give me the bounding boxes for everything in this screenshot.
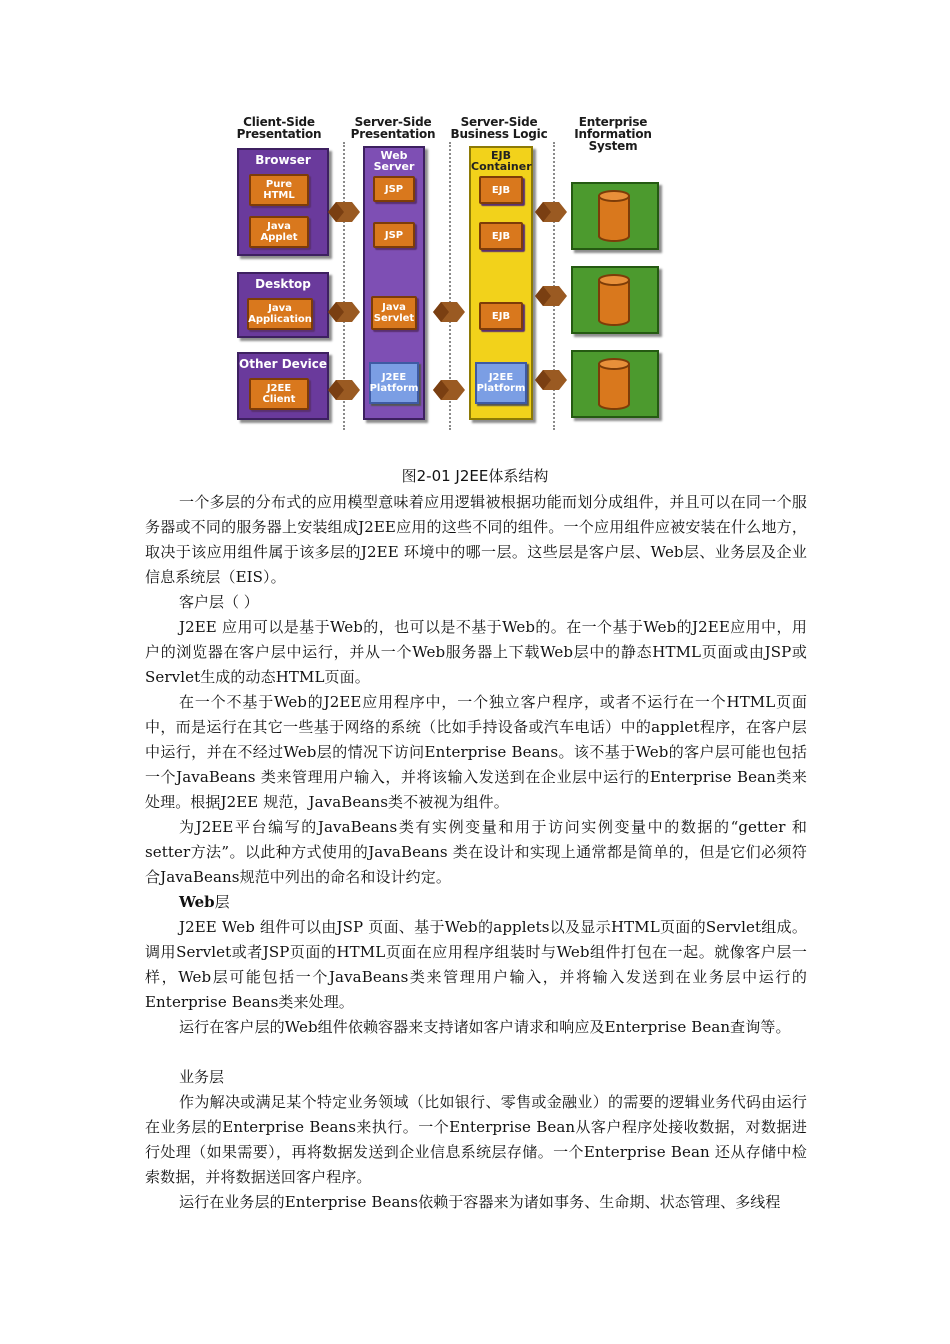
- web-server-title: Web Server: [373, 149, 415, 173]
- j2ee-architecture-diagram: [225, 112, 675, 434]
- web-server-container: [363, 146, 425, 420]
- database-icon: [597, 190, 631, 242]
- heading-web-tier-bold: Web: [179, 893, 215, 911]
- bidirectional-arrow-icon: [328, 380, 360, 400]
- browser-title: Browser: [255, 153, 311, 167]
- bidirectional-arrow-icon: [535, 202, 567, 222]
- heading-web-tier-rest: 层: [214, 893, 230, 911]
- column-header-server-presentation: Server-Side Presentation: [350, 115, 436, 141]
- desktop-title: Desktop: [255, 277, 311, 291]
- paragraph-web-container: 运行在客户层的Web组件依赖容器来支持诸如客户请求和响应及Enterprise Bean查询等。: [179, 1018, 791, 1036]
- figure-number: 图2-01 J2EE: [401, 467, 489, 485]
- bidirectional-arrow-icon: [433, 302, 465, 322]
- database-icon: [597, 274, 631, 326]
- jsp-component: JSP: [373, 222, 415, 248]
- column-header-business-logic: Server-Side Business Logic: [450, 115, 548, 141]
- desktop-box: [237, 272, 329, 338]
- jsp-component: JSP: [373, 176, 415, 202]
- paragraph-business-container: 运行在业务层的Enterprise Beans依赖于容器来为诸如事务、生命期、状态管理、多线程: [179, 1193, 781, 1211]
- ejb-component: EJB: [479, 302, 523, 330]
- pure-html-component: Pure HTML: [249, 174, 309, 206]
- browser-box: [237, 148, 329, 256]
- bidirectional-arrow-icon: [535, 370, 567, 390]
- paragraph-javabeans: 为J2EE平台编写的JavaBeans类有实例变量和用于访问实例变量中的数据的“getter 和setter方法”。以此种方式使用的JavaBeans 类在设计和实现上通常都是简单的，但是它们必须符合JavaBeans规范中列出的命名和设计约定。: [145, 818, 807, 886]
- column-header-eis: Enterprise Information System: [574, 115, 652, 153]
- j2ee-platform-web: J2EE Platform: [369, 362, 419, 404]
- other-device-box: [237, 352, 329, 420]
- j2ee-platform-ejb: J2EE Platform: [475, 362, 527, 404]
- ejb-container-title: EJB Container: [471, 149, 532, 173]
- paragraph-business-logic: 作为解决或满足某个特定业务领域（比如银行、零售或金融业）的需要的逻辑业务代码由运行在业务层的Enterprise Beans来执行。一个Enterprise Bean从客户程序处接收数据，对数据进行处理（如果需要），再将数据发送到企业信息系统层存储。一个Enterprise Bean 还从存储中检索数据，并将数据送回客户程序。: [145, 1093, 807, 1186]
- column-header-client-side: Client-Side Presentation: [236, 115, 322, 141]
- heading-client-tier: 客户层（ ）: [179, 593, 259, 611]
- bidirectional-arrow-icon: [328, 202, 360, 222]
- heading-web-tier: [179, 890, 230, 915]
- heading-business-tier: 业务层: [179, 1068, 225, 1086]
- bidirectional-arrow-icon: [328, 302, 360, 322]
- other-device-title: Other Device: [239, 357, 328, 371]
- eis-database-box: [571, 350, 659, 418]
- bidirectional-arrow-icon: [433, 380, 465, 400]
- java-applet-component: Java Applet: [249, 216, 309, 248]
- eis-database-box: [571, 266, 659, 334]
- paragraph-client-non-web: 在一个不基于Web的J2EE应用程序中，一个独立客户程序，或者不运行在一个HTML页面中，而是运行在其它一些基于网络的系统（比如手持设备或汽车电话）中的applet程序，在客户层中运行，并在不经过Web层的情况下访问Enterprise Beans。该不基于Web的客户层可能也包括一个JavaBeans 类来管理用户输入，并将该输入发送到在企业层中运行的Enterprise Bean类来处理。根据J2EE 规范，JavaBeans类不被视为组件。: [145, 693, 807, 811]
- java-application-component: Java Application: [247, 298, 313, 330]
- ejb-component: EJB: [479, 222, 523, 250]
- paragraph-intro: 一个多层的分布式的应用模型意味着应用逻辑被根据功能而划分成组件，并且可以在同一个服务器或不同的服务器上安装组成J2EE应用的这些不同的组件。一个应用组件应被安装在什么地方，取决于该应用组件属于该多层的J2EE 环境中的哪一层。这些层是客户层、Web层、业务层及企业信息系统层（EIS）。: [145, 493, 807, 586]
- bidirectional-arrow-icon: [535, 286, 567, 306]
- paragraph-web-components: J2EE Web 组件可以由JSP 页面、基于Web的applets以及显示HTML页面的Servlet组成。调用Servlet或者JSP页面的HTML页面在应用程序组装时与Web组件打包在一起。就像客户层一样，Web层可能包括一个JavaBeans类来管理用户输入，并将输入发送到在业务层中运行的Enterprise Beans类来处理。: [145, 918, 807, 1011]
- figure-caption: [0, 466, 950, 486]
- figure-caption-text: 体系结构: [488, 467, 549, 485]
- ejb-container: [469, 146, 533, 420]
- eis-database-box: [571, 182, 659, 250]
- database-icon: [597, 358, 631, 410]
- j2ee-client-component: J2EE Client: [249, 378, 309, 410]
- paragraph-client-web: J2EE 应用可以是基于Web的，也可以是不基于Web的。在一个基于Web的J2EE应用中，用户的浏览器在客户层中运行，并从一个Web服务器上下载Web层中的静态HTML页面或由JSP或Servlet生成的动态HTML页面。: [145, 618, 807, 686]
- ejb-component: EJB: [479, 176, 523, 204]
- java-servlet-component: Java Servlet: [371, 296, 417, 330]
